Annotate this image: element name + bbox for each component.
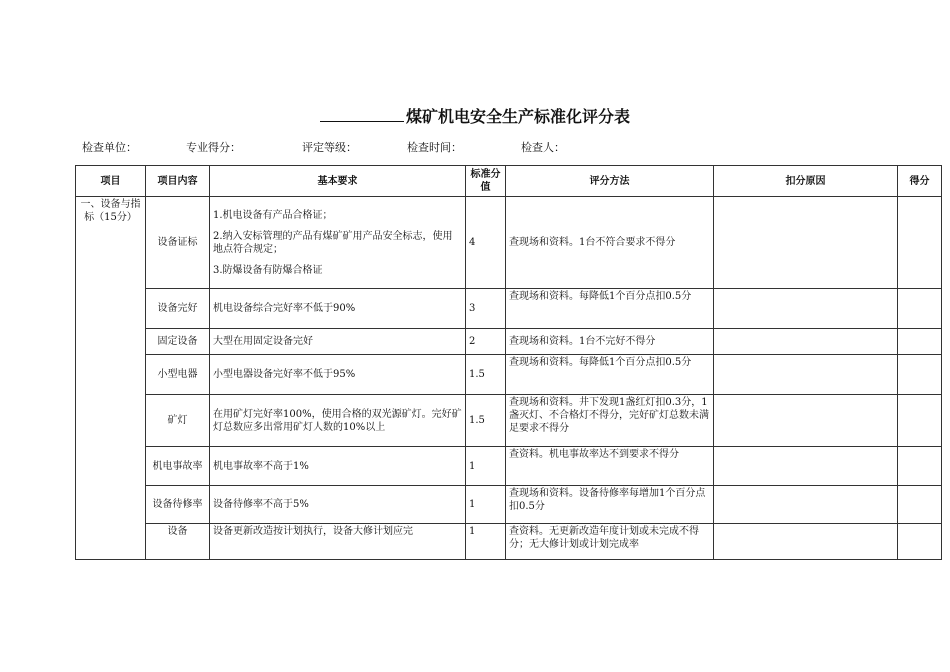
standard-score-cell: 1.5	[466, 355, 506, 395]
content-cell: 固定设备	[146, 329, 210, 355]
deduction-reason-cell[interactable]	[714, 486, 898, 524]
content-cell: 小型电器	[146, 355, 210, 395]
score-cell[interactable]	[898, 289, 942, 329]
table-row	[76, 524, 942, 560]
method-cell: 查现场和资料。1台不完好不得分	[506, 329, 714, 355]
table-row	[76, 197, 942, 289]
standard-score-cell: 4	[466, 197, 506, 289]
deduction-reason-cell[interactable]	[714, 395, 898, 447]
score-cell[interactable]	[898, 197, 942, 289]
requirements-cell: 机电设备综合完好率不低于90%	[210, 289, 466, 329]
score-cell[interactable]	[898, 355, 942, 395]
header-score: 得分	[898, 166, 942, 197]
header-row	[76, 166, 942, 197]
document-title	[0, 104, 950, 127]
meta-grade: 评定等级：	[302, 141, 357, 154]
requirements-cell	[210, 197, 466, 289]
meta-inspect-time: 检查时间：	[407, 141, 462, 154]
deduction-reason-cell[interactable]	[714, 197, 898, 289]
standard-score-cell: 2	[466, 329, 506, 355]
method-cell: 查现场和资料。井下发现1盏红灯扣0.3分，1盏灭灯、不合格灯不得分，完好矿灯总数未满足要求不得分	[506, 395, 714, 447]
standard-score-cell: 1	[466, 486, 506, 524]
method-cell: 查现场和资料。设备待修率每增加1个百分点扣0.5分	[506, 486, 714, 524]
table-row	[76, 486, 942, 524]
content-cell: 设备	[146, 524, 210, 560]
requirements-cell: 在用矿灯完好率100%，使用合格的双光源矿灯。完好矿灯总数应多出常用矿灯人数的10%以上	[210, 395, 466, 447]
method-cell: 查资料。无更新改造年度计划或未完成不得分；无大修计划或计划完成率	[506, 524, 714, 560]
content-cell: 机电事故率	[146, 447, 210, 486]
content-cell: 设备证标	[146, 197, 210, 289]
standard-score-cell: 1	[466, 447, 506, 486]
header-item: 项目	[76, 166, 146, 197]
meta-inspector: 检查人：	[521, 141, 565, 154]
scoring-table	[75, 165, 942, 560]
content-cell: 矿灯	[146, 395, 210, 447]
method-cell: 查资料。机电事故率达不到要求不得分	[506, 447, 714, 486]
header-deduction-reason: 扣分原因	[714, 166, 898, 197]
title-blank-line	[320, 107, 404, 122]
content-cell: 设备完好	[146, 289, 210, 329]
deduction-reason-cell[interactable]	[714, 524, 898, 560]
score-cell[interactable]	[898, 329, 942, 355]
method-cell: 查现场和资料。每降低1个百分点扣0.5分	[506, 355, 714, 395]
score-cell[interactable]	[898, 524, 942, 560]
requirements-cell: 机电事故率不高于1%	[210, 447, 466, 486]
header-requirements: 基本要求	[210, 166, 466, 197]
requirements-cell: 设备更新改造按计划执行，设备大修计划应完	[210, 524, 466, 560]
header-standard-score: 标准分值	[466, 166, 506, 197]
category-cell: 一、设备与指标（15分）	[76, 197, 146, 560]
header-method: 评分方法	[506, 166, 714, 197]
standard-score-cell: 3	[466, 289, 506, 329]
method-cell: 查现场和资料。1台不符合要求不得分	[506, 197, 714, 289]
deduction-reason-cell[interactable]	[714, 329, 898, 355]
requirement-line: 3.防爆设备有防爆合格证	[213, 264, 323, 276]
table-row	[76, 289, 942, 329]
standard-score-cell: 1	[466, 524, 506, 560]
requirements-cell: 大型在用固定设备完好	[210, 329, 466, 355]
deduction-reason-cell[interactable]	[714, 289, 898, 329]
deduction-reason-cell[interactable]	[714, 447, 898, 486]
header-content: 项目内容	[146, 166, 210, 197]
requirement-line: 2.纳入安标管理的产品有煤矿矿用产品安全标志，使用地点符合规定；	[213, 230, 453, 255]
score-cell[interactable]	[898, 486, 942, 524]
deduction-reason-cell[interactable]	[714, 355, 898, 395]
content-cell: 设备待修率	[146, 486, 210, 524]
table-row	[76, 447, 942, 486]
standard-score-cell: 1.5	[466, 395, 506, 447]
title-text: 煤矿机电安全生产标准化评分表	[405, 107, 630, 126]
table-row	[76, 355, 942, 395]
table-row	[76, 329, 942, 355]
requirements-cell: 小型电器设备完好率不低于95%	[210, 355, 466, 395]
meta-professional-score: 专业得分：	[186, 141, 241, 154]
meta-inspect-unit: 检查单位：	[82, 141, 137, 154]
requirements-cell: 设备待修率不高于5%	[210, 486, 466, 524]
method-cell: 查现场和资料。每降低1个百分点扣0.5分	[506, 289, 714, 329]
score-cell[interactable]	[898, 395, 942, 447]
requirement-line: 1.机电设备有产品合格证；	[213, 209, 333, 221]
table-row	[76, 395, 942, 447]
score-cell[interactable]	[898, 447, 942, 486]
